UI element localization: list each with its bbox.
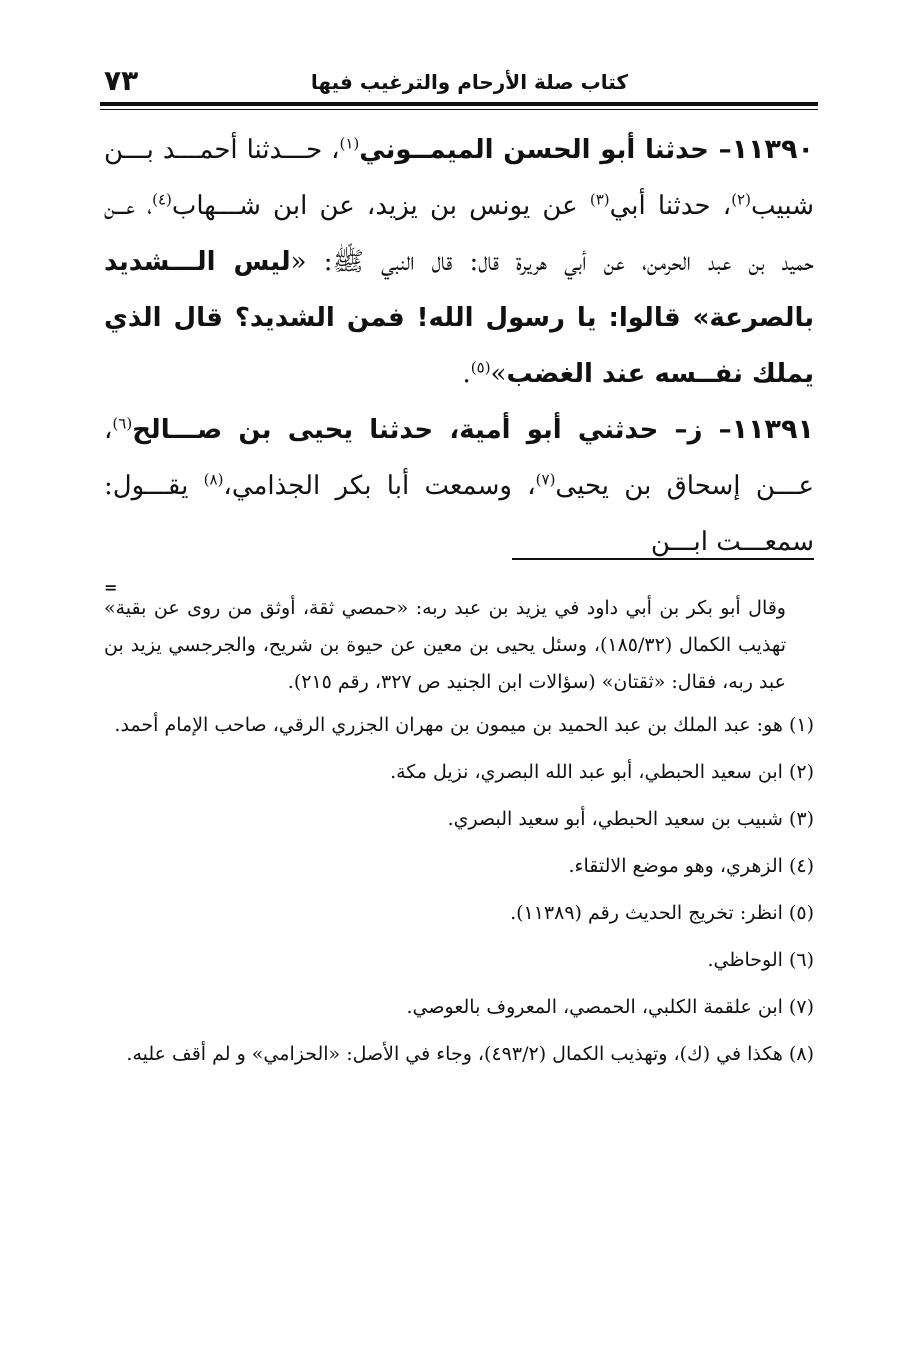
hadith-text: » [490,359,507,389]
footnote-ref: (٣) [589,190,610,209]
footnote-5: (٥) انظر: تخريج الحديث رقم (١١٣٨٩). [510,902,814,924]
footnote-4: (٤) الزهري، وهو موضع الالتقاء. [568,855,814,877]
hadith-number: ١١٣٩٠ [731,134,814,165]
header-rule-thick [100,102,818,106]
footnote-continuation: وقال أبو بكر بن أبي داود في يزيد بن عبد ربه: «حمصي ثقة، أوثق من روى عن بقية» تهذيب الكمال (١٨٥/٣٢)، وسئل يحيى بن معين عن حيوة بن شريح، والجرجسي يزيد بن عبد ربه، فقال: «ثقتان» (سؤالات ابن الجنيد ص ٣٢٧، رقم ٢١٥). [104,597,786,693]
hadith-text: ، عـــن حميد بن عبد الحرمن، عن أبي هريرة قال: قال النبي ﷺ: « [104,191,814,277]
footnote-ref: (٧) [535,470,556,489]
hadith-text: يقـــول: سمعـــت ابـــن [104,471,814,557]
hadith-text: ، حـــدثنا أحمـــد بـــن شبيب [104,135,814,221]
hadith-11391 [104,402,814,570]
footnote-1: (١) هو: عبد الملك بن عبد الحميد بن ميمون بن مهران الجزري الرقي، صاحب الإمام أحمد. [114,714,814,736]
footnote-ref: (٤) [152,190,172,209]
footnote-ref: (١) [339,134,360,153]
hadith-text: – ز– حدثني أبو أمية، حدثنا يحيى بن صـــالح [132,415,732,445]
footnote-ref: (٢) [731,190,751,209]
footnote-ref: (٥) [470,358,491,377]
header-rule-thin [100,109,818,110]
hadith-text: ، وسمعت أبا بكر الجذامي، [223,471,536,501]
footnote-3: (٣) شبيب بن سعيد الحبطي، أبو سعيد البصري. [447,808,814,830]
footnotes [104,590,814,1073]
footnote-8: (٨) هكذا في (ك)، وتهذيب الكمال (٤٩٣/٢)، وجاء في الأصل: «الحزامي» و لم أقف عليه. [126,1043,814,1065]
hadith-text: . [462,359,471,389]
footnote-2: (٢) ابن سعيد الحبطي، أبو عبد الله البصري، نزيل مكة. [390,761,814,783]
footnote-ref: (٨) [203,470,224,489]
running-title: كتاب صلة الأرحام والترغيب فيها [310,70,628,94]
footnote-7: (٧) ابن علقمة الكلبي، الحمصي، المعروف بالعوصي. [406,996,814,1018]
footnote-continuation-mark: = [104,578,118,597]
hadith-text: – حدثنا أبو الحسن الميمــوني [359,135,732,165]
hadith-11390 [104,122,814,402]
page-header [100,62,818,102]
hadith-matn: ليس الـــشديد بالصرعة» قالوا: يا رسول الله! فمن الشديد؟ قال الذي يملك نفــسه عند الغضب [104,247,814,389]
footnote-separator [512,558,814,560]
hadith-text: ، عـــن إسحاق بن يحيى [104,415,814,501]
hadith-text: عن يونس بن يزيد، عن ابن شـــهاب [171,191,590,221]
footnote-ref: (٦) [112,414,133,433]
page-number: ٧٣ [104,64,139,97]
hadith-number: ١١٣٩١ [731,414,814,445]
footnote-6: (٦) الوحاظي. [707,949,814,971]
main-text [104,122,814,570]
hadith-text: ، حدثنا أبي [609,191,732,221]
